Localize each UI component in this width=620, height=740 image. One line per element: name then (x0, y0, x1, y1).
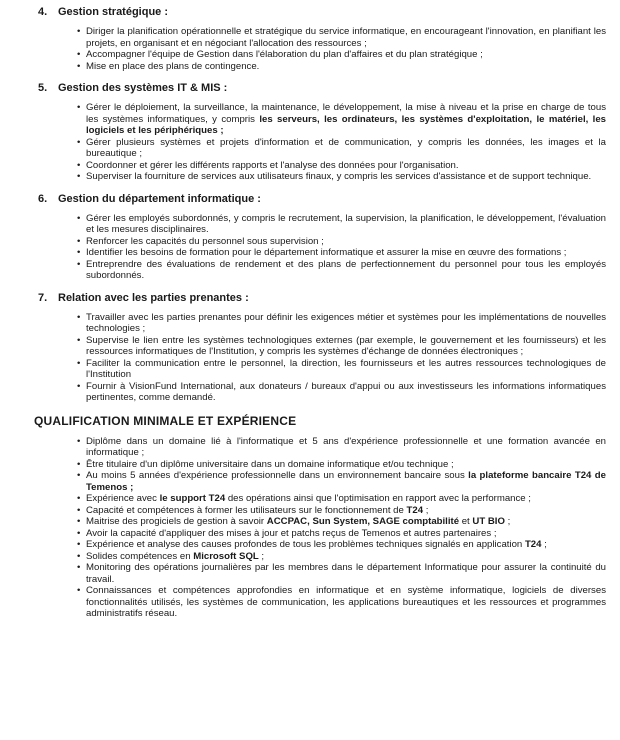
text-run: Supervise le lien entre les systèmes technologiques externes (par exemple, le gouvernement et les fournisseurs) et les ressources informatiques de l'Institution, y compris les systèmes d'échange de données électroniques ; (86, 334, 606, 357)
text-run: ; (258, 550, 265, 562)
list-item (86, 562, 606, 585)
list-item (86, 335, 606, 358)
section-heading (38, 6, 606, 18)
list-item (86, 585, 606, 620)
list-item (86, 171, 606, 183)
text-run: Entreprendre des évaluations de rendement et des plans de perfectionnement du personnel pour tous les employés subordonnés. (86, 258, 606, 281)
text-run: Être titulaire d'un diplôme universitaire dans un domaine informatique et/ou technique ; (86, 458, 454, 470)
section-heading (38, 82, 606, 94)
text-run: Faciliter la communication entre le personnel, la direction, les fournisseurs et les autres ressources technologiques de l'Institution (86, 357, 606, 380)
list-item (86, 516, 606, 528)
text-run: Fournir à VisionFund International, aux donateurs / bureaux d'appui ou aux investisseurs les informations informatiques pertinentes, comme demandé. (86, 380, 606, 403)
text-run: ; (504, 516, 511, 527)
bullet-list (30, 102, 606, 183)
list-item (86, 493, 606, 505)
bold-text: le support T24 (159, 493, 226, 504)
text-run: Capacité et compétences à former les utilisateurs sur le fonctionnement de (86, 504, 407, 516)
bullet-list (30, 312, 606, 404)
text-run: Expérience et analyse des causes profondes de tous les problèmes techniques signalés en application (86, 539, 525, 550)
section-heading (38, 292, 606, 304)
list-item (86, 551, 606, 563)
list-item (86, 436, 606, 459)
text-run: Gérer plusieurs systèmes et projets d'information et de communication, y compris les données, les images et la bureautique ; (86, 136, 606, 159)
qualification-section (30, 414, 606, 620)
section-4 (30, 6, 606, 72)
list-item (86, 213, 606, 236)
list-item (86, 528, 606, 540)
list-item (86, 358, 606, 381)
bold-text: T24 (524, 539, 542, 550)
bold-text: ACCPAC, Sun System, SAGE comptabilité (266, 516, 460, 527)
text-run: Identifier les besoins de formation pour le département informatique et assurer la mise en œuvre des formations ; (86, 247, 567, 258)
section-5 (30, 82, 606, 183)
bold-text: Microsoft SQL (193, 550, 259, 562)
text-run: des opérations ainsi que l'optimisation en rapport avec la performance ; (225, 493, 531, 504)
list-item (86, 505, 606, 517)
text-run: Renforcer les capacités du personnel sous supervision ; (86, 235, 324, 247)
section-title: Gestion stratégique : (58, 6, 169, 18)
section-title: Gestion des systèmes IT & MIS : (58, 82, 228, 94)
list-item (86, 470, 606, 493)
list-item (86, 236, 606, 248)
text-run: Connaissances et compétences approfondies en informatique et en système informatique, logiciels de diverses fonctionnalités utilisés, les systèmes de communication, les applications bureautiques et les ressources et programmes administratifs réseau. (86, 585, 606, 619)
numbered-sections (30, 6, 606, 404)
text-run: Superviser la fourniture de services aux utilisateurs finaux, y compris les services d'assistance et de support technique. (86, 171, 592, 182)
text-run: Travailler avec les parties prenantes pour définir les exigences métier et systèmes pour les implémentations de nouvelles technologies ; (86, 311, 606, 334)
text-run: Diplôme dans un domaine lié à l'informatique et 5 ans d'expérience professionnelle et une formation avancée en informatique ; (86, 435, 606, 458)
bold-text: la plateforme bancaire T24 de Temenos ; (86, 470, 606, 493)
text-run: et (459, 516, 473, 527)
list-item (86, 312, 606, 335)
section-heading (38, 193, 606, 205)
list-item (86, 247, 606, 259)
section-title: Relation avec les parties prenantes : (58, 291, 249, 304)
list-item (86, 49, 606, 61)
text-run: Accompagner l'équipe de Gestion dans l'élaboration du plan d'affaires et du plan stratégique ; (86, 49, 483, 60)
text-run: Diriger la planification opérationnelle et stratégique du service informatique, en encourageant l'innovation, en planifiant les projets, en organisant et en négociant l'allocation des ressources ; (86, 26, 606, 49)
text-run: ; (423, 504, 429, 516)
text-run: Expérience avec (86, 493, 160, 504)
list-item (86, 259, 606, 282)
text-run: Avoir la capacité d'appliquer des mises à jour et patchs reçus de Temenos et autres partenaires ; (86, 527, 497, 539)
list-item (86, 160, 606, 172)
section-title: Gestion du département informatique : (58, 192, 261, 205)
text-run: Monitoring des opérations journalières par les membres dans le département Informatique pour assurer la continuité du travail. (86, 562, 606, 585)
text-run: Maitrise des progiciels de gestion à savoir (86, 516, 267, 527)
text-run: Gérer les employés subordonnés, y compris le recrutement, la supervision, la planification, le développement, l'évaluation et les mesures disciplinaires. (86, 212, 606, 235)
section-7 (30, 292, 606, 404)
section-number: 5. (38, 82, 48, 94)
qualification-heading: QUALIFICATION MINIMALE ET EXPÉRIENCE (34, 413, 297, 428)
list-item (86, 137, 606, 160)
list-item (86, 459, 606, 471)
section-number: 6. (38, 192, 48, 205)
text-run: Gérer le déploiement, la surveillance, la maintenance, le développement, la mise à niveau et la prise en charge de tous les systèmes informatiques, y compris (86, 102, 606, 125)
bullet-list (30, 26, 606, 72)
section-number: 7. (38, 291, 48, 304)
text-run: ; (541, 539, 547, 550)
list-item (86, 61, 606, 73)
bullet-list (30, 213, 606, 282)
text-run: Au moins 5 années d'expérience professionnelle dans un environnement bancaire sous (86, 470, 469, 481)
list-item (86, 381, 606, 404)
text-run: Solides compétences en (86, 550, 194, 562)
section-6 (30, 193, 606, 282)
section-number: 4. (38, 6, 48, 18)
text-run: Mise en place des plans de contingence. (86, 60, 260, 72)
qualification-list (30, 436, 606, 620)
bold-text: UT BIO (472, 516, 505, 527)
bold-text: T24 (406, 504, 424, 516)
list-item (86, 26, 606, 49)
list-item (86, 102, 606, 137)
text-run: Coordonner et gérer les différents rapports et l'analyse des données pour l'organisation. (86, 159, 459, 171)
list-item (86, 539, 606, 551)
bold-text: les serveurs, les ordinateurs, les systèmes d'exploitation, le matériel, les logiciels et les périphériques ; (86, 113, 606, 136)
